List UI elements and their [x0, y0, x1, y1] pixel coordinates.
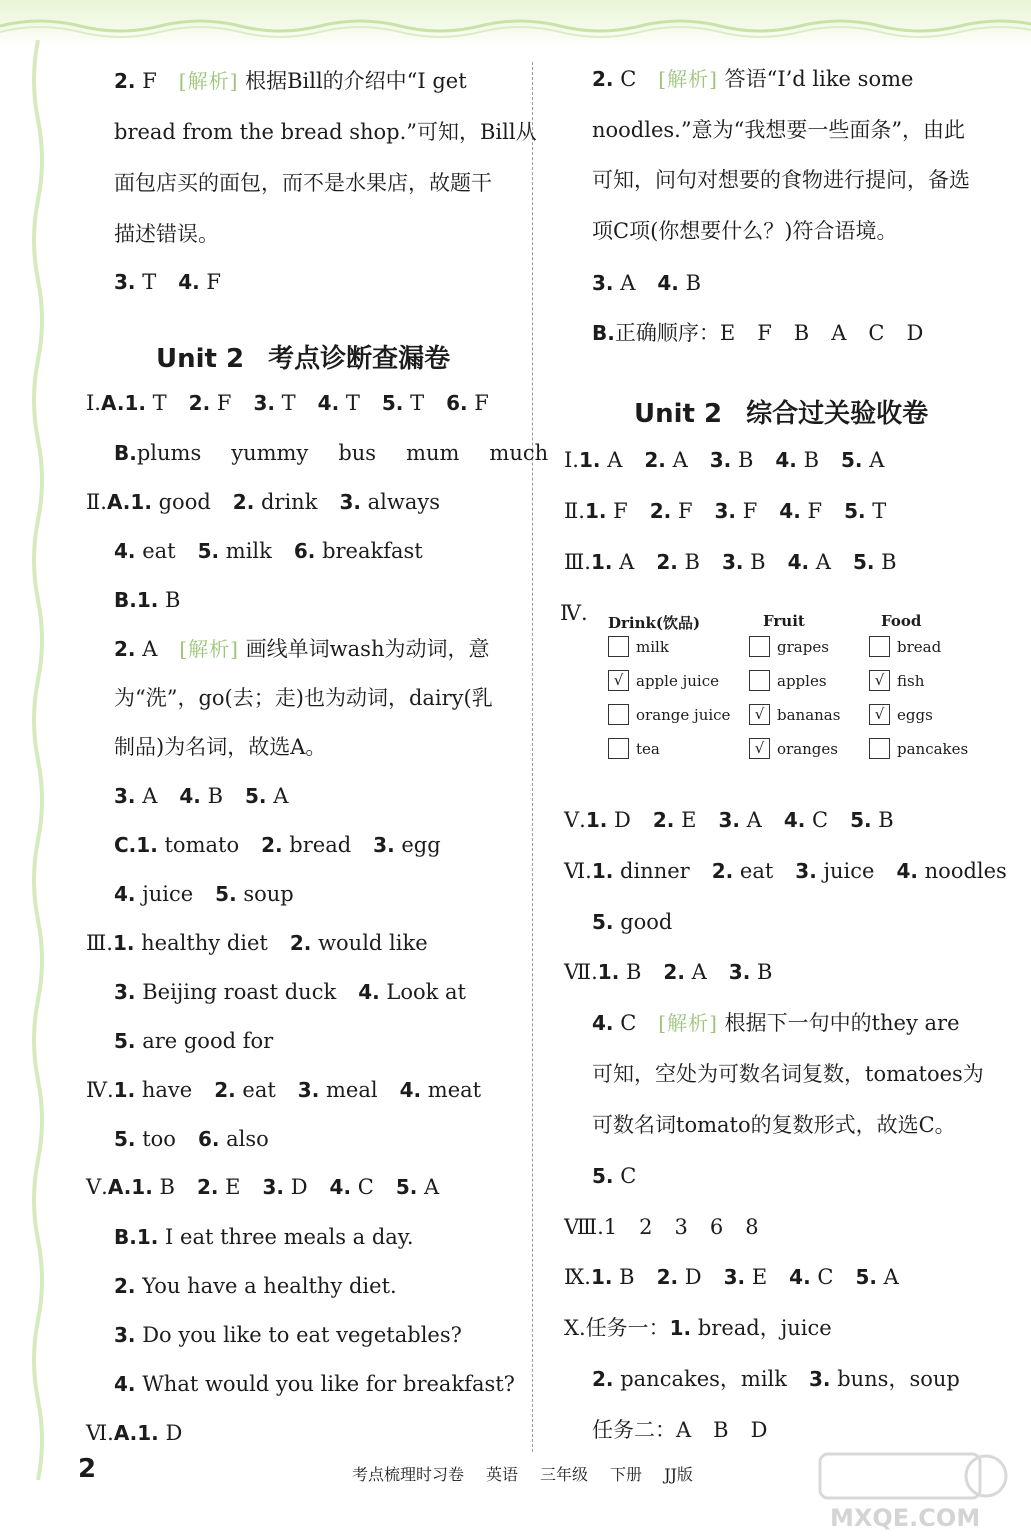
checkbox[interactable]: √	[608, 670, 629, 691]
answer-line: 2. F [解析] 根据Bill的介绍中“I get	[114, 69, 467, 93]
checklist-row: grapes	[749, 634, 879, 668]
column-header: Food	[881, 612, 922, 630]
watermark-logo-icon	[800, 1448, 1020, 1534]
section-title: Unit 2 综合过关验收卷	[634, 399, 929, 429]
analysis-tag: [解析]	[658, 67, 718, 91]
answer-line: 2. A [解析] 画线单词wash为动词，意	[114, 637, 490, 661]
analysis-tag: [解析]	[658, 1011, 718, 1035]
text-line: 制品)为名词，故选A。	[114, 735, 327, 759]
answer-line: 3. Do you like to eat vegetables?	[114, 1323, 462, 1347]
checkbox[interactable]	[869, 738, 890, 759]
answer-line: B.plums yummy bus mum much	[114, 441, 549, 465]
fruit-column	[749, 612, 879, 770]
answer-line: B.1. I eat three meals a day.	[114, 1225, 414, 1249]
page-number: 2	[78, 1454, 97, 1484]
checklist-row: √ fish	[869, 668, 999, 702]
answer-line: Ⅹ.任务一：1. bread，juice	[564, 1316, 832, 1340]
text-line: 描述错误。	[114, 222, 219, 246]
side-wave-icon	[30, 40, 46, 1490]
answer-line: C.1. tomato 2. bread 3. egg	[114, 833, 441, 857]
watermark-logo	[800, 1448, 1020, 1538]
answer-line: 任务二：A B D	[592, 1418, 768, 1442]
answer-line: 4. What would you like for breakfast?	[114, 1372, 515, 1396]
checklist-row: √ apple juice	[608, 668, 738, 702]
answer-line: 4. eat 5. milk 6. breakfast	[114, 539, 423, 563]
food-column	[869, 612, 999, 770]
watermark-text: MXQE.COM	[830, 1504, 981, 1532]
answer-line: Ⅴ.1. D 2. E 3. A 4. C 5. B	[564, 808, 894, 832]
checkbox[interactable]	[608, 704, 629, 725]
text-line: bread from the bread shop.”可知，Bill从	[114, 120, 537, 144]
column-header: Fruit	[763, 612, 805, 630]
food-checklist-table	[608, 612, 1008, 772]
answer-line: Ⅰ.A.1. T 2. F 3. T 4. T 5. T 6. F	[86, 391, 489, 415]
checkbox[interactable]	[608, 738, 629, 759]
text-line: 面包店买的面包，而不是水果店，故题干	[114, 171, 492, 195]
checklist-row: √ oranges	[749, 736, 879, 770]
answer-line: Ⅴ.A.1. B 2. E 3. D 4. C 5. A	[86, 1175, 440, 1199]
answer-line: 4. C [解析] 根据下一句中的they are	[592, 1011, 960, 1035]
text-line: 为“洗”，go(去；走)也为动词，dairy(乳	[114, 686, 493, 710]
answer-line: Ⅵ.A.1. D	[86, 1421, 183, 1445]
checkbox[interactable]	[749, 636, 770, 657]
answer-line: Ⅲ.1. healthy diet 2. would like	[86, 931, 428, 955]
answer-line: B.正确顺序：E F B A C D	[592, 321, 924, 345]
answer-line: Ⅰ.1. A 2. A 3. B 4. B 5. A	[564, 448, 885, 472]
answer-line: 5. are good for	[114, 1029, 274, 1053]
answer-line: 3. A 4. B 5. A	[114, 784, 289, 808]
text-line: 项C项(你想要什么？)符合语境。	[592, 219, 898, 243]
answer-line: 5. C	[592, 1164, 637, 1188]
checkbox[interactable]: √	[869, 704, 890, 725]
checklist-row: apples	[749, 668, 879, 702]
checklist-row: milk	[608, 634, 738, 668]
answer-line: 5. too 6. also	[114, 1127, 269, 1151]
footer-info: 考点梳理时习卷 英语 三年级 下册 JJ版	[352, 1465, 693, 1484]
answer-line: 4. juice 5. soup	[114, 882, 294, 906]
answer-line: Ⅳ.	[560, 601, 588, 625]
answer-line: Ⅱ.1. F 2. F 3. F 4. F 5. T	[564, 499, 887, 523]
checklist-row: √ bananas	[749, 702, 879, 736]
column-divider	[532, 62, 533, 1452]
text-line: 可数名词tomato的复数形式，故选C。	[592, 1113, 956, 1137]
checkbox[interactable]	[869, 636, 890, 657]
drink-column	[608, 612, 738, 770]
answer-line: Ⅱ.A.1. good 2. drink 3. always	[86, 490, 441, 514]
analysis-tag: [解析]	[179, 637, 239, 661]
answer-line: 2. You have a healthy diet.	[114, 1274, 397, 1298]
text-line: noodles.”意为“我想要一些面条”，由此	[592, 118, 966, 142]
checkbox[interactable]: √	[869, 670, 890, 691]
answer-line: 2. pancakes，milk 3. buns，soup	[592, 1367, 960, 1391]
top-decoration-band	[0, 0, 1031, 46]
answer-line: Ⅲ.1. A 2. B 3. B 4. A 5. B	[564, 550, 897, 574]
section-title: Unit 2 考点诊断查漏卷	[156, 344, 451, 374]
checklist-row: pancakes	[869, 736, 999, 770]
checkbox[interactable]: √	[749, 704, 770, 725]
wave-decoration-icon	[0, 8, 1031, 38]
answer-line: Ⅶ.1. B 2. A 3. B	[564, 960, 773, 984]
checklist-row: orange juice	[608, 702, 738, 736]
answer-line: 5. good	[592, 910, 673, 934]
column-header: Drink(饮品)	[608, 614, 701, 632]
checklist-row: √ eggs	[869, 702, 999, 736]
checklist-row: tea	[608, 736, 738, 770]
text-line: 可知，问句对想要的食物进行提问，备选	[592, 168, 970, 192]
answer-line: 2. C [解析] 答语“I’d like some	[592, 67, 914, 91]
answer-line: B.1. B	[114, 588, 181, 612]
checklist-row: bread	[869, 634, 999, 668]
analysis-tag: [解析]	[178, 69, 239, 93]
answer-line: Ⅷ.1 2 3 6 8	[564, 1215, 759, 1239]
answer-line: Ⅵ.1. dinner 2. eat 3. juice 4. noodles	[564, 859, 1007, 883]
answer-line: Ⅸ.1. B 2. D 3. E 4. C 5. A	[564, 1265, 899, 1289]
answer-line: 3. Beijing roast duck 4. Look at	[114, 980, 466, 1004]
answer-line: 3. A 4. B	[592, 271, 702, 295]
checkbox[interactable]: √	[749, 738, 770, 759]
checkbox[interactable]	[608, 636, 629, 657]
text-line: 可知，空处为可数名词复数，tomatoes为	[592, 1062, 984, 1086]
checkbox[interactable]	[749, 670, 770, 691]
answer-line: 3. T 4. F	[114, 270, 221, 294]
answer-line: Ⅳ.1. have 2. eat 3. meal 4. meat	[86, 1078, 482, 1102]
